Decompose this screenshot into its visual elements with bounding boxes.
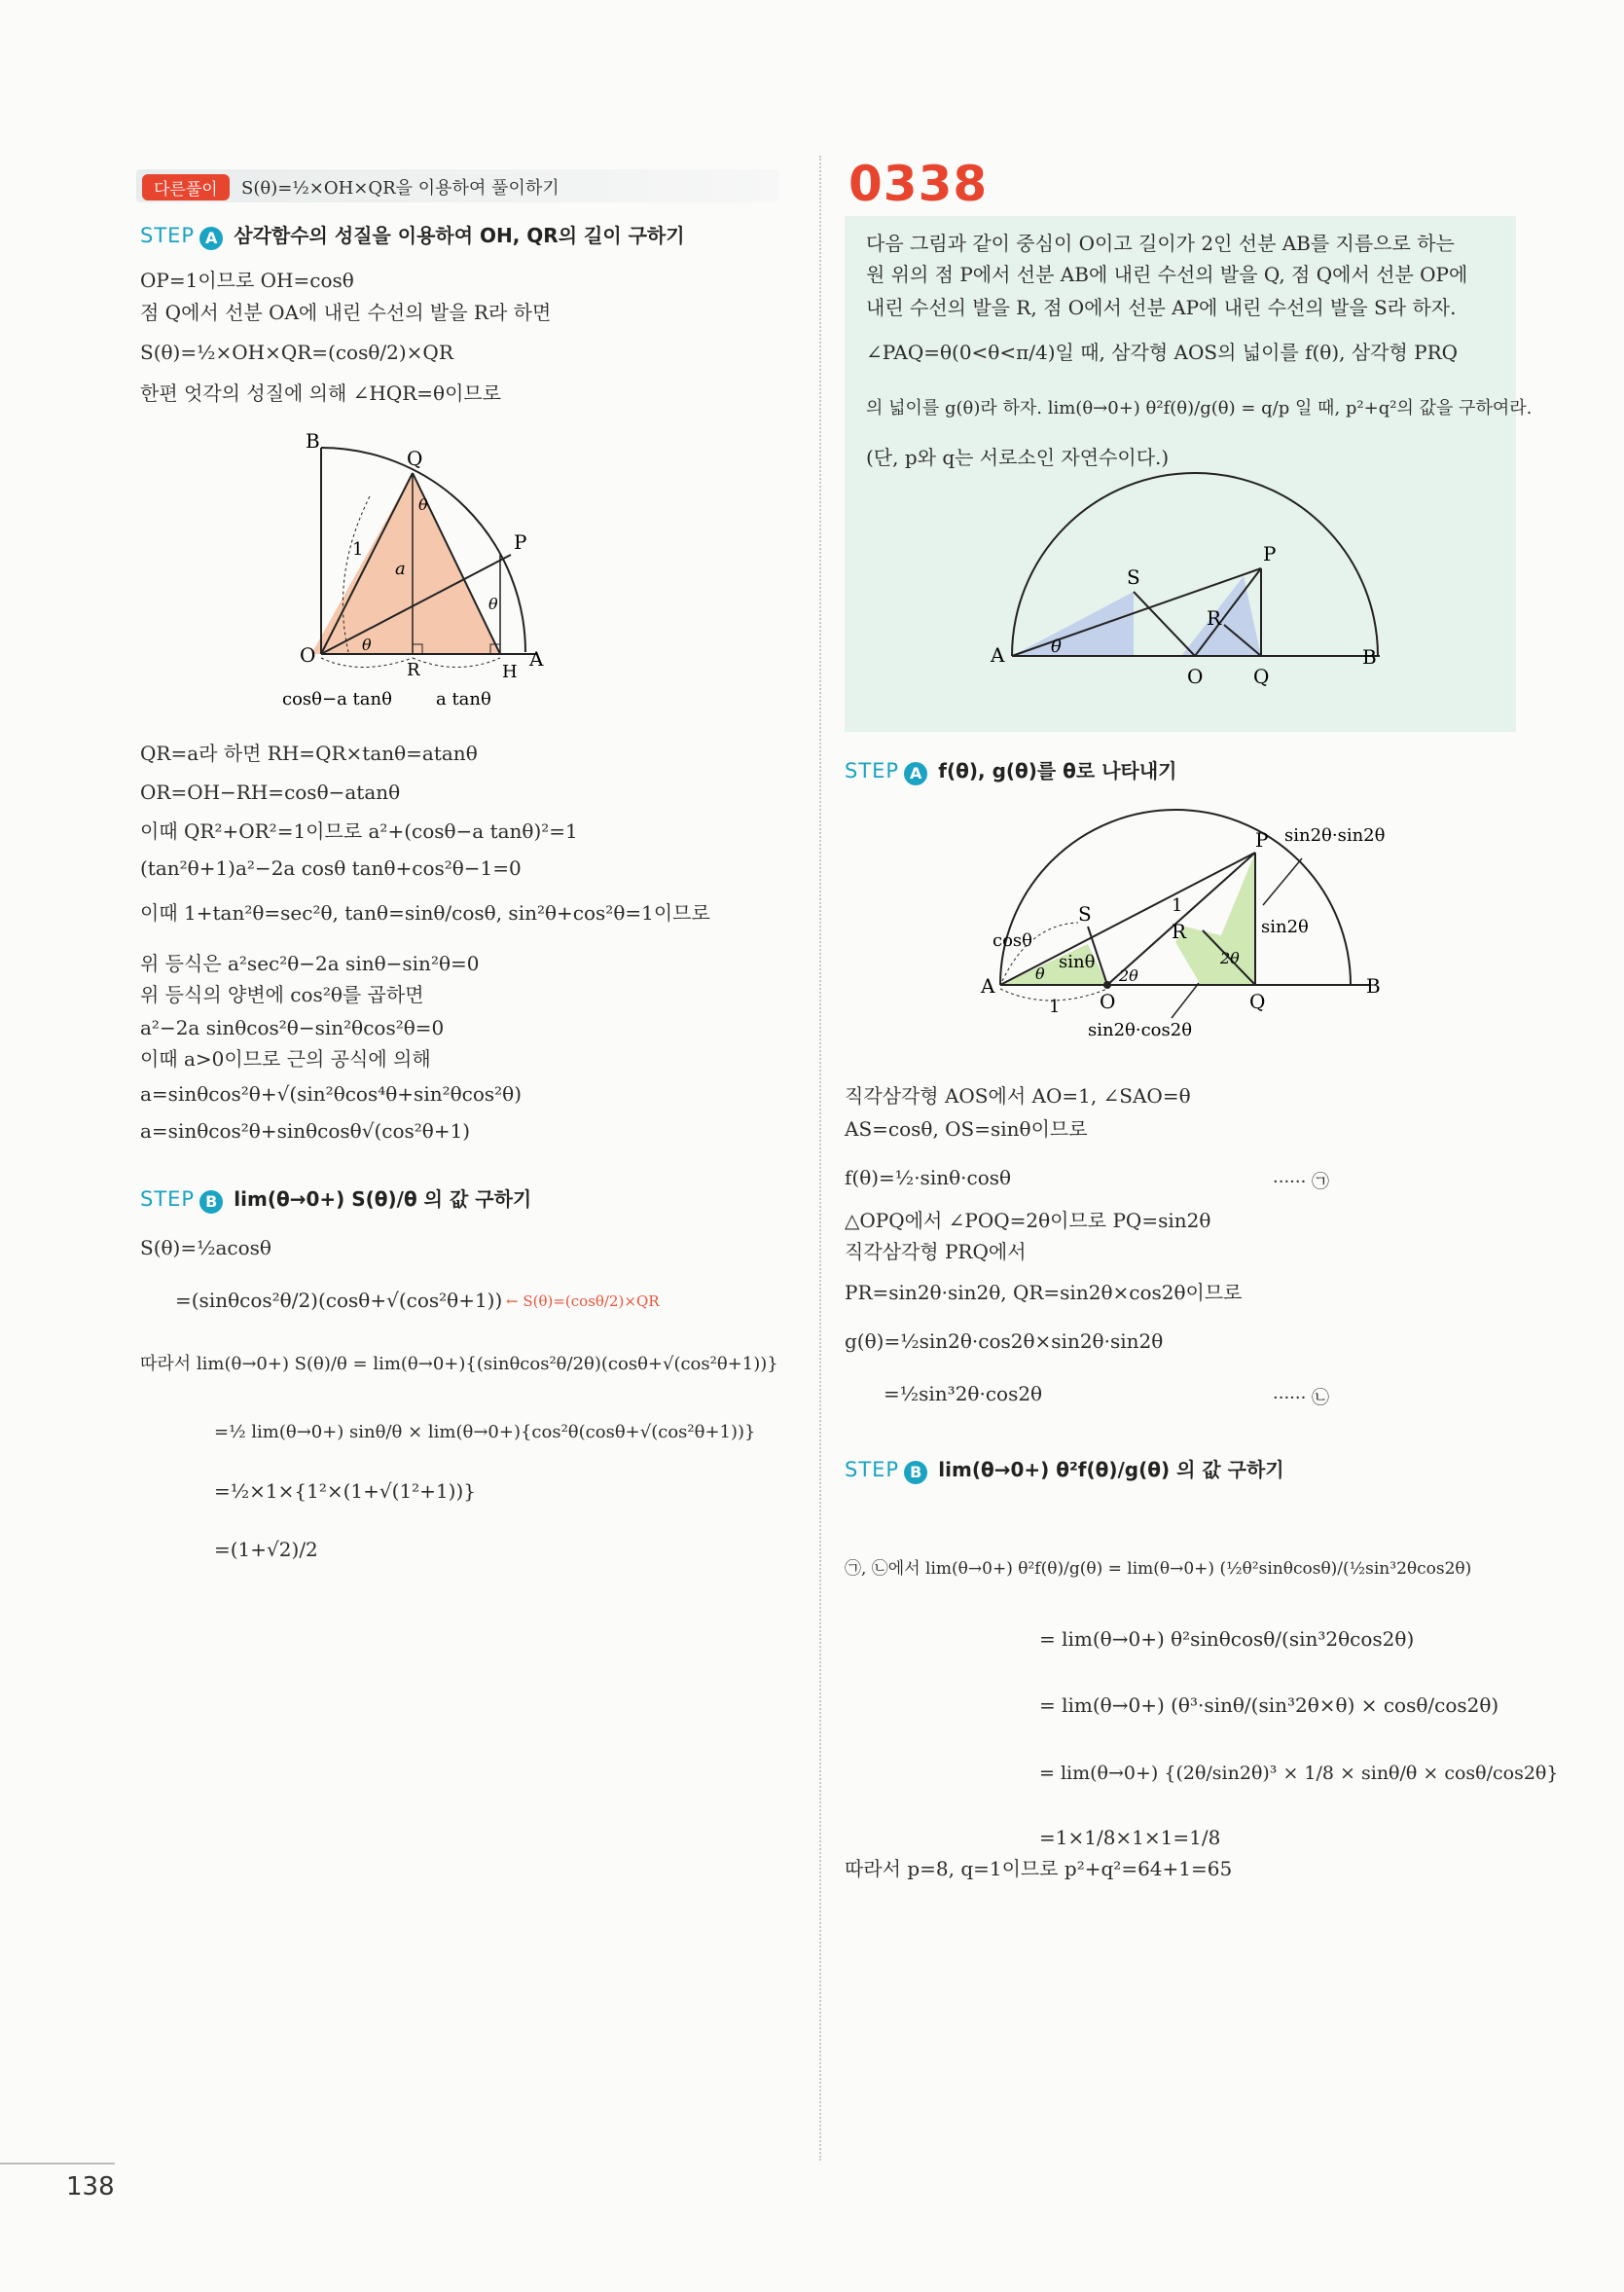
stepA-line-8: (tan²θ+1)a²−2a cosθ tanθ+cos²θ−1=0 — [140, 856, 522, 880]
stepA-badge: A — [199, 227, 223, 250]
right-stepA-line-1: 직각삼각형 AOS에서 AO=1, ∠SAO=θ — [845, 1084, 1191, 1108]
fig3-label-one-a: 1 — [1172, 895, 1183, 916]
stepB-line-6: =(1+√2)/2 — [214, 1538, 318, 1561]
right-stepA-line-2: AS=cosθ, OS=sinθ이므로 — [845, 1117, 1088, 1141]
fig1-bottom-left: cosθ−a tanθ — [282, 689, 392, 709]
problem-number: 0338 — [848, 156, 989, 212]
figure-solution-semicircle — [981, 818, 1438, 1041]
left-column — [136, 164, 778, 1604]
figure-problem-semicircle — [991, 498, 1380, 703]
right-stepA-line-5: 직각삼각형 PRQ에서 — [845, 1240, 1027, 1263]
alt-solution-badge: 다른풀이 — [142, 174, 230, 200]
left-stepA-heading — [140, 220, 685, 250]
fig1-label-theta1: θ — [418, 495, 428, 514]
footer-rule — [0, 2163, 115, 2165]
problem-line-4: ∠PAQ=θ(0<θ<π/4)일 때, 삼각형 AOS의 넓이를 f(θ), 삼각형 PRQ — [866, 341, 1459, 364]
fig1-label-one: 1 — [352, 539, 364, 560]
fig3-label-Q: Q — [1249, 990, 1266, 1013]
problem-line-6: (단, p와 q는 서로소인 자연수이다.) — [866, 446, 1170, 469]
problem-box — [845, 216, 1533, 732]
fig1-label-A: A — [529, 647, 544, 671]
fig1-label-theta3: θ — [362, 636, 372, 654]
fig3-bottom-note: sin2θ·cos2θ — [1088, 1020, 1193, 1040]
fig2-label-R: R — [1207, 606, 1222, 630]
right-stepB-line-4: = lim(θ→0+) {(2θ/sin2θ)³ × 1/8 × sinθ/θ × cosθ/cos2θ} — [1039, 1763, 1559, 1784]
right-column — [845, 156, 1559, 1888]
fig2-label-theta: θ — [1051, 637, 1062, 657]
right-stepB-line-6: 따라서 p=8, q=1이므로 p²+q²=64+1=65 — [845, 1857, 1233, 1880]
fig3-label-P: P — [1255, 828, 1269, 852]
fig3-label-S: S — [1078, 902, 1092, 926]
right-stepB-line-1: ㉠, ㉡에서 lim(θ→0+) θ²f(θ)/g(θ) = lim(θ→0+) (½θ²sinθcosθ)/(½sin³2θcos2θ) — [845, 1559, 1472, 1579]
stepA-line-13: 이때 a>0이므로 근의 공식에 의해 — [140, 1047, 431, 1071]
stepA-label: STEP — [140, 224, 196, 247]
shaded-triangle — [311, 473, 500, 654]
right-stepA-heading — [845, 755, 1177, 785]
right-stepA-label: STEP — [845, 759, 900, 782]
column-divider — [819, 156, 821, 2161]
fig3-label-theta: θ — [1035, 964, 1045, 983]
right-stepB-line-2: = lim(θ→0+) θ²sinθcosθ/(sin³2θcos2θ) — [1039, 1627, 1415, 1651]
stepA-line-2: 점 Q에서 선분 OA에 내린 수선의 발을 R라 하면 — [140, 301, 552, 324]
stepA-line-12: a²−2a sinθcos²θ−sin²θcos²θ=0 — [140, 1016, 445, 1039]
alt-solution-title: S(θ)=½×OH×QR을 이용하여 풀이하기 — [241, 178, 559, 199]
stepB-line-4: =½ lim(θ→0+) sinθ/θ × lim(θ→0+){cos²θ(cosθ+√(cos²θ+1))} — [214, 1422, 756, 1442]
stepB-label: STEP — [140, 1187, 196, 1211]
stepB-line-5: =½×1×{1²×(1+√(1²+1))} — [214, 1479, 476, 1503]
fig3-label-R: R — [1172, 920, 1187, 943]
problem-line-5: 의 넓이를 g(θ)라 하자. lim(θ→0+) θ²f(θ)/g(θ) = q/p 일 때, p²+q²의 값을 구하여라. — [866, 398, 1533, 418]
right-stepA-badge: A — [904, 762, 927, 785]
stepB-title: lim(θ→0+) S(θ)/θ 의 값 구하기 — [234, 1187, 532, 1211]
stepA-line-10: 위 등식은 a²sec²θ−2a sinθ−sin²θ=0 — [140, 952, 480, 975]
stepA-line-3: S(θ)=½×OH×QR=(cosθ/2)×QR — [140, 341, 453, 364]
fig2-label-A: A — [991, 643, 1005, 667]
fig3-label-B: B — [1366, 974, 1381, 998]
stepA-line-11: 위 등식의 양변에 cos²θ를 곱하면 — [140, 983, 424, 1006]
stepA-line-9: 이때 1+tan²θ=sec²θ, tanθ=sinθ/cosθ, sin²θ+cos²θ=1이므로 — [140, 901, 710, 925]
problem-line-3: 내린 수선의 발을 R, 점 O에서 선분 AP에 내린 수선의 발을 S라 하자. — [866, 296, 1457, 319]
fig3-label-sin2: sin2θ — [1261, 917, 1309, 937]
stepA-title: 삼각함수의 성질을 이용하여 OH, QR의 길이 구하기 — [234, 224, 685, 247]
fig3-label-cos: cosθ — [992, 930, 1032, 951]
right-stepA-line-8: =½sin³2θ·cos2θ — [884, 1382, 1043, 1405]
fig1-label-H: H — [502, 662, 518, 682]
fig1-label-R: R — [407, 660, 420, 680]
right-stepA-line-4: △OPQ에서 ∠POQ=2θ이므로 PQ=sin2θ — [845, 1209, 1211, 1232]
right-stepB-line-3: = lim(θ→0+) (θ³·sinθ/(sin³2θ×θ) × cosθ/cos2θ) — [1039, 1693, 1499, 1717]
stepA-line-5: QR=a라 하면 RH=QR×tanθ=atanθ — [140, 742, 478, 765]
stepA-line-14: a=sinθcos²θ+√(sin²θcos⁴θ+sin²θcos²θ) — [140, 1082, 523, 1106]
fig2-label-O: O — [1187, 665, 1204, 688]
stepA-line-1: OP=1이므로 OH=cosθ — [140, 269, 354, 292]
fig1-label-Q: Q — [407, 447, 423, 470]
problem-line-2: 원 위의 점 P에서 선분 AB에 내린 수선의 발을 Q, 점 Q에서 선분 OP에 — [866, 263, 1468, 286]
fig3-label-one-b: 1 — [1049, 997, 1061, 1017]
page-number: 138 — [66, 2172, 115, 2201]
stepB-line-2: =(sinθcos²θ/2)(cosθ+√(cos²θ+1)) — [175, 1289, 503, 1312]
stepA-line-6: OR=OH−RH=cosθ−atanθ — [140, 781, 401, 804]
fig1-label-P: P — [514, 530, 527, 554]
right-stepA-line-7: g(θ)=½sin2θ·cos2θ×sin2θ·sin2θ — [845, 1329, 1164, 1353]
right-stepB-line-5: =1×1/8×1×1=1/8 — [1039, 1826, 1221, 1849]
stepB-note: ← S(θ)=(cosθ/2)×QR — [506, 1292, 660, 1310]
right-stepA-line-6: PR=sin2θ·sin2θ, QR=sin2θ×cos2θ이므로 — [845, 1281, 1243, 1304]
fig2-label-P: P — [1263, 542, 1277, 565]
problem-line-1: 다음 그림과 같이 중심이 O이고 길이가 2인 선분 AB를 지름으로 하는 — [866, 232, 1455, 255]
fig1-label-theta2: θ — [488, 595, 498, 613]
right-stepB-title: lim(θ→0+) θ²f(θ)/g(θ) 의 값 구하기 — [938, 1458, 1284, 1481]
fig3-label-sin: sinθ — [1059, 952, 1096, 972]
fig2-label-Q: Q — [1253, 665, 1270, 688]
mark-2: ······ ㉡ — [1273, 1388, 1330, 1408]
stepB-line-1: S(θ)=½acosθ — [140, 1236, 271, 1259]
mark-1: ······ ㉠ — [1273, 1172, 1330, 1192]
fig3-label-2theta-b: 2θ — [1220, 949, 1240, 967]
fig2-label-S: S — [1127, 565, 1140, 589]
right-stepB-label: STEP — [845, 1458, 900, 1481]
right-stepA-line-3: f(θ)=½·sinθ·cosθ — [845, 1166, 1012, 1189]
stepB-badge: B — [199, 1190, 223, 1214]
fig3-label-2theta-a: 2θ — [1119, 966, 1138, 985]
fig1-label-O: O — [300, 643, 316, 667]
fig2-label-B: B — [1362, 645, 1377, 669]
fig1-bottom-right: a tanθ — [436, 689, 491, 709]
stepA-line-4: 한편 엇각의 성질에 의해 ∠HQR=θ이므로 — [140, 382, 502, 405]
fig3-top-note: sin2θ·sin2θ — [1284, 825, 1386, 846]
right-stepB-heading — [845, 1454, 1284, 1484]
fig1-label-B: B — [306, 429, 320, 453]
left-stepB-heading — [140, 1183, 531, 1214]
fig1-label-a: a — [395, 559, 406, 579]
alt-solution-header — [136, 169, 778, 202]
fig3-label-A: A — [981, 974, 995, 998]
stepB-line-3: 따라서 lim(θ→0+) S(θ)/θ = lim(θ→0+){(sinθcos²θ/2θ)(cosθ+√(cos²θ+1))} — [140, 1354, 778, 1374]
right-stepB-badge: B — [904, 1461, 927, 1484]
stepA-line-15: a=sinθcos²θ+sinθcosθ√(cos²θ+1) — [140, 1119, 471, 1143]
figure-quarter-circle — [282, 428, 603, 710]
right-stepA-title: f(θ), g(θ)를 θ로 나타내기 — [938, 759, 1177, 782]
fig3-label-O: O — [1100, 990, 1116, 1013]
stepA-line-7: 이때 QR²+OR²=1이므로 a²+(cosθ−a tanθ)²=1 — [140, 819, 578, 843]
